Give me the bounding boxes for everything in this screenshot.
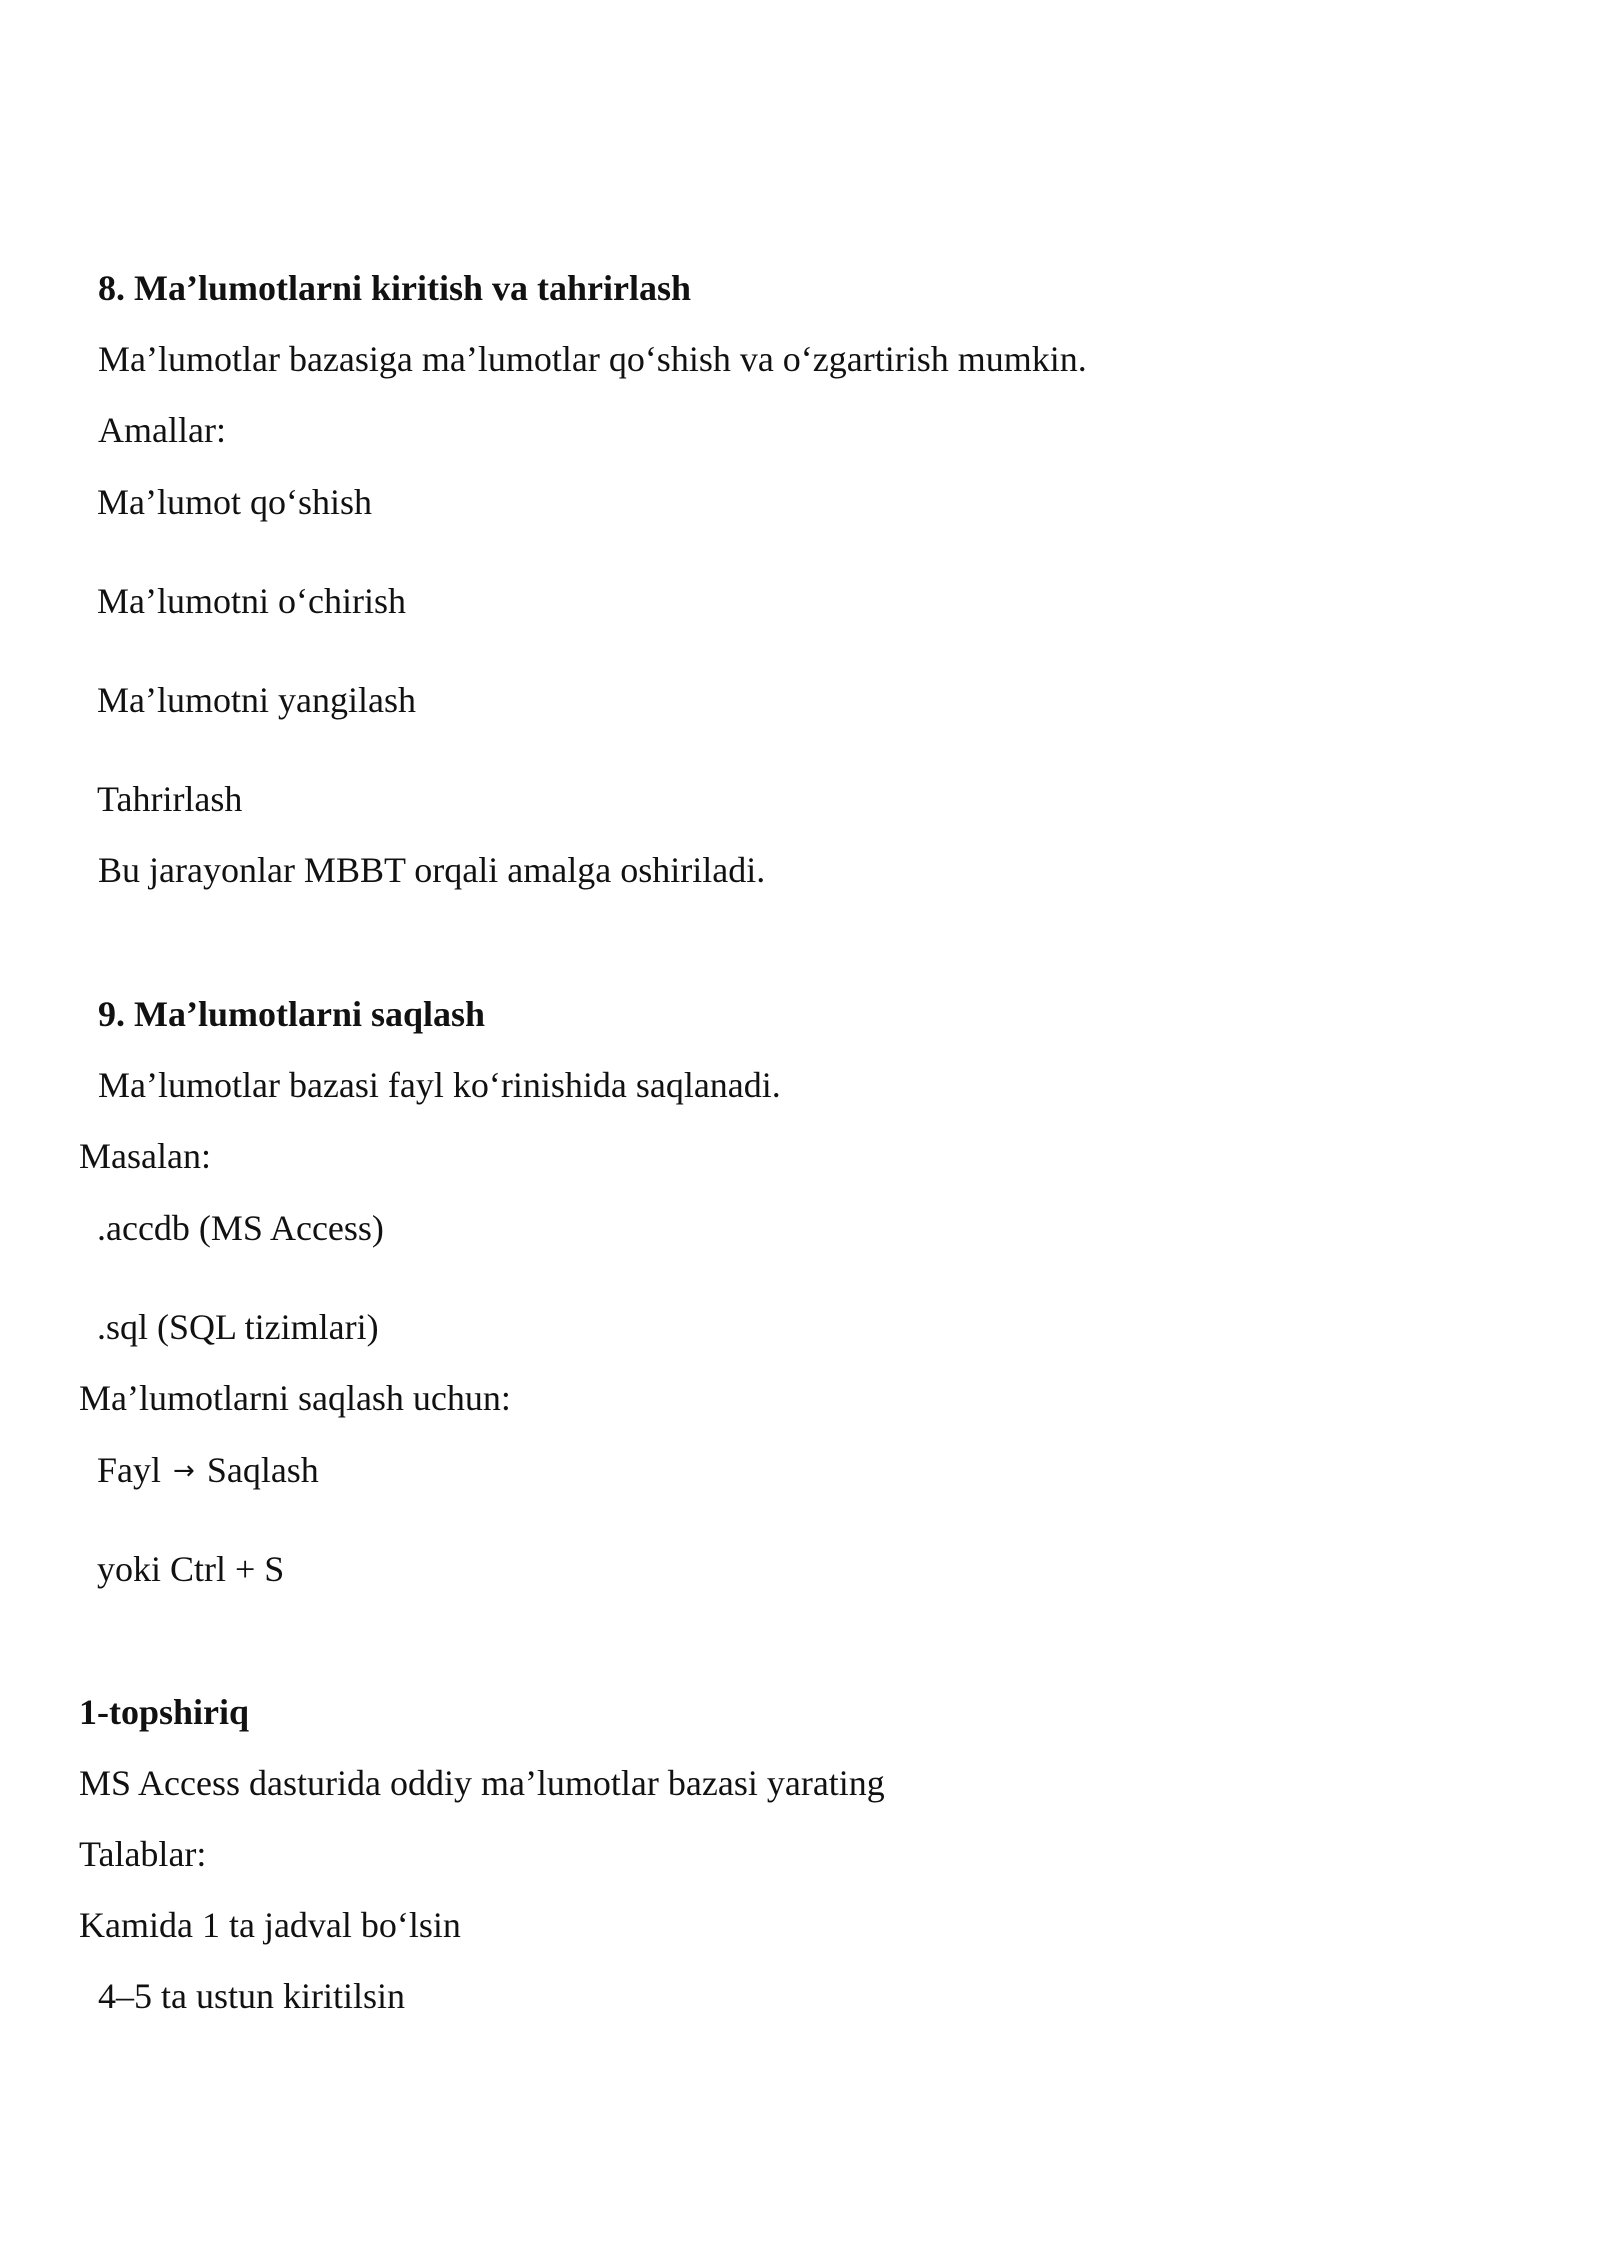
list-item: Tahrirlash: [97, 779, 243, 819]
section-9-intro: Ma’lumotlar bazasi fayl ko‘rinishida saqlanadi.: [98, 1065, 781, 1105]
save-menu-to: Saqlash: [206, 1450, 319, 1490]
section-8-conclusion: Bu jarayonlar MBBT orqali amalga oshiriladi.: [98, 850, 766, 890]
section-8-actions-label: Amallar:: [98, 410, 226, 450]
list-item: Ma’lumotni yangilash: [97, 680, 416, 720]
list-item: .sql (SQL tizimlari): [97, 1307, 379, 1347]
section-9-examples-label: Masalan:: [79, 1136, 211, 1176]
task-1-description: MS Access dasturida oddiy ma’lumotlar bazasi yarating: [79, 1763, 885, 1803]
list-item: Kamida 1 ta jadval bo‘lsin: [79, 1905, 461, 1945]
list-item: 4–5 ta ustun kiritilsin: [98, 1976, 406, 2016]
task-1-requirements-label: Talablar:: [79, 1834, 207, 1874]
task-1-heading: 1-topshiriq: [79, 1692, 250, 1732]
arrow-right-icon: →: [173, 1456, 195, 1486]
list-item: Ma’lumot qo‘shish: [97, 482, 372, 522]
section-8-intro: Ma’lumotlar bazasiga ma’lumotlar qo‘shish va o‘zgartirish mumkin.: [98, 339, 1087, 379]
save-menu-from: Fayl: [97, 1450, 162, 1490]
list-item: Ma’lumotni o‘chirish: [97, 581, 406, 621]
section-9-heading: 9. Ma’lumotlarni saqlash: [98, 994, 486, 1034]
section-9-save-label: Ma’lumotlarni saqlash uchun:: [79, 1378, 511, 1418]
section-8-heading: 8. Ma’lumotlarni kiritish va tahrirlash: [98, 268, 691, 308]
list-item: .accdb (MS Access): [97, 1208, 384, 1248]
save-shortcut: yoki Ctrl + S: [97, 1549, 285, 1589]
save-menu-path: [97, 1448, 319, 1493]
